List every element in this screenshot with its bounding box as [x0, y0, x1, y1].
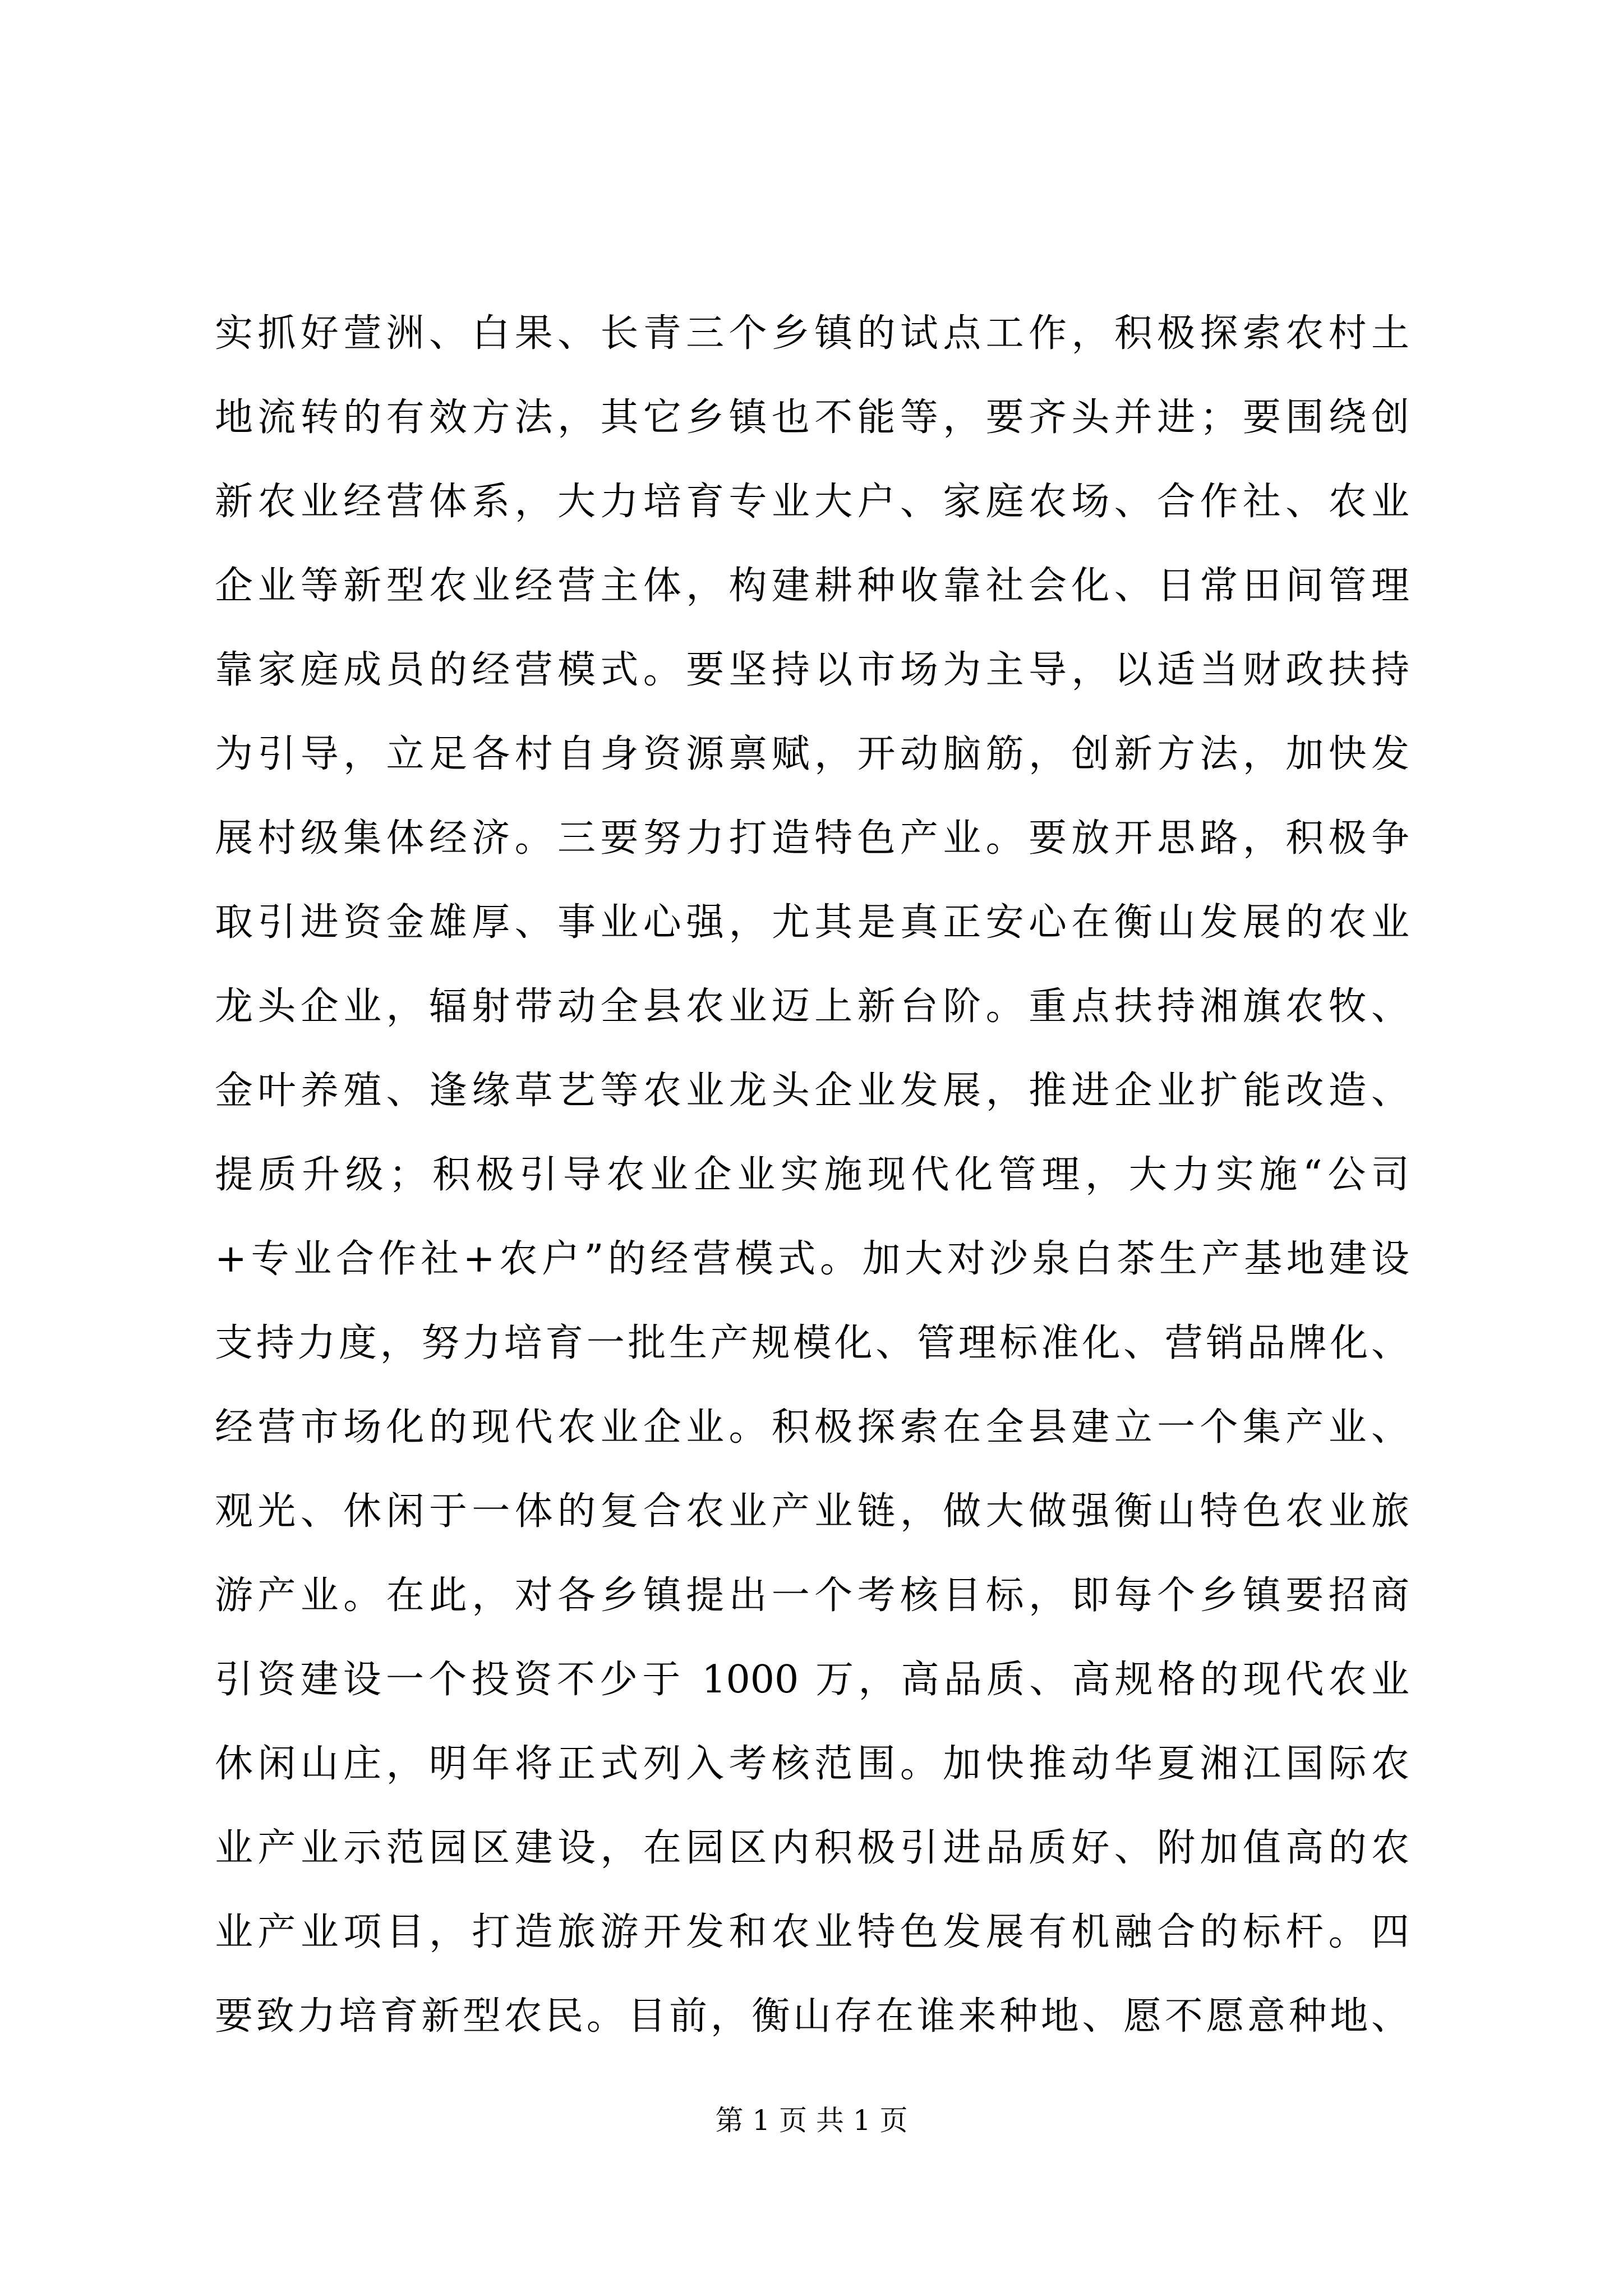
text-line: 为引导，立足各村自身资源禀赋，开动脑筋，创新方法，加快发 — [215, 732, 1409, 776]
text-line: 游产业。在此，对各乡镇提出一个考核目标，即每个乡镇要招商 — [215, 1573, 1409, 1618]
text-line: 实抓好萱洲、白果、长青三个乡镇的试点工作，积极探索农村土 — [215, 311, 1409, 356]
text-line: 观光、休闲于一体的复合农业产业链，做大做强衡山特色农业旅 — [215, 1489, 1409, 1534]
text-line: 支持力度，努力培育一批生产规模化、管理标准化、营销品牌化、 — [215, 1321, 1409, 1365]
text-line: 要致力培育新型农民。目前，衡山存在谁来种地、愿不愿意种地、 — [215, 1994, 1409, 2039]
page-number-label: 第 1 页 共 1 页 — [715, 2104, 908, 2137]
text-line: 新农业经营体系，大力培育专业大户、家庭农场、合作社、农业 — [215, 480, 1409, 524]
text-line: 业产业示范园区建设，在园区内积极引进品质好、附加值高的农 — [215, 1826, 1409, 1870]
text-line: 提质升级；积极引导农业企业实施现代化管理，大力实施“公司 — [215, 1153, 1409, 1197]
text-line: 取引进资金雄厚、事业心强，尤其是真正安心在衡山发展的农业 — [215, 900, 1409, 945]
text-line: 企业等新型农业经营主体，构建耕种收靠社会化、日常田间管理 — [215, 564, 1409, 608]
text-line: 展村级集体经济。三要努力打造特色产业。要放开思路，积极争 — [215, 816, 1409, 861]
text-line: 经营市场化的现代农业企业。积极探索在全县建立一个集产业、 — [215, 1405, 1409, 1450]
text-line: 金叶养殖、逢缘草艺等农业龙头企业发展，推进企业扩能改造、 — [215, 1069, 1409, 1113]
text-line: 业产业项目，打造旅游开发和农业特色发展有机融合的标杆。四 — [215, 1910, 1409, 1954]
page-footer — [0, 2101, 1623, 2140]
text-line: 休闲山庄，明年将正式列入考核范围。加快推动华夏湘江国际农 — [215, 1742, 1409, 1786]
text-line: 靠家庭成员的经营模式。要坚持以市场为主导，以适当财政扶持 — [215, 648, 1409, 692]
text-line: 地流转的有效方法，其它乡镇也不能等，要齐头并进；要围绕创 — [215, 395, 1409, 440]
text-line: 引资建设一个投资不少于 1000 万，高品质、高规格的现代农业 — [215, 1658, 1409, 1702]
text-line: +专业合作社+农户”的经营模式。加大对沙泉白茶生产基地建设 — [215, 1237, 1409, 1281]
text-line: 龙头企业，辐射带动全县农业迈上新台阶。重点扶持湘旗农牧、 — [215, 984, 1409, 1029]
body-paragraph — [215, 292, 1409, 2059]
